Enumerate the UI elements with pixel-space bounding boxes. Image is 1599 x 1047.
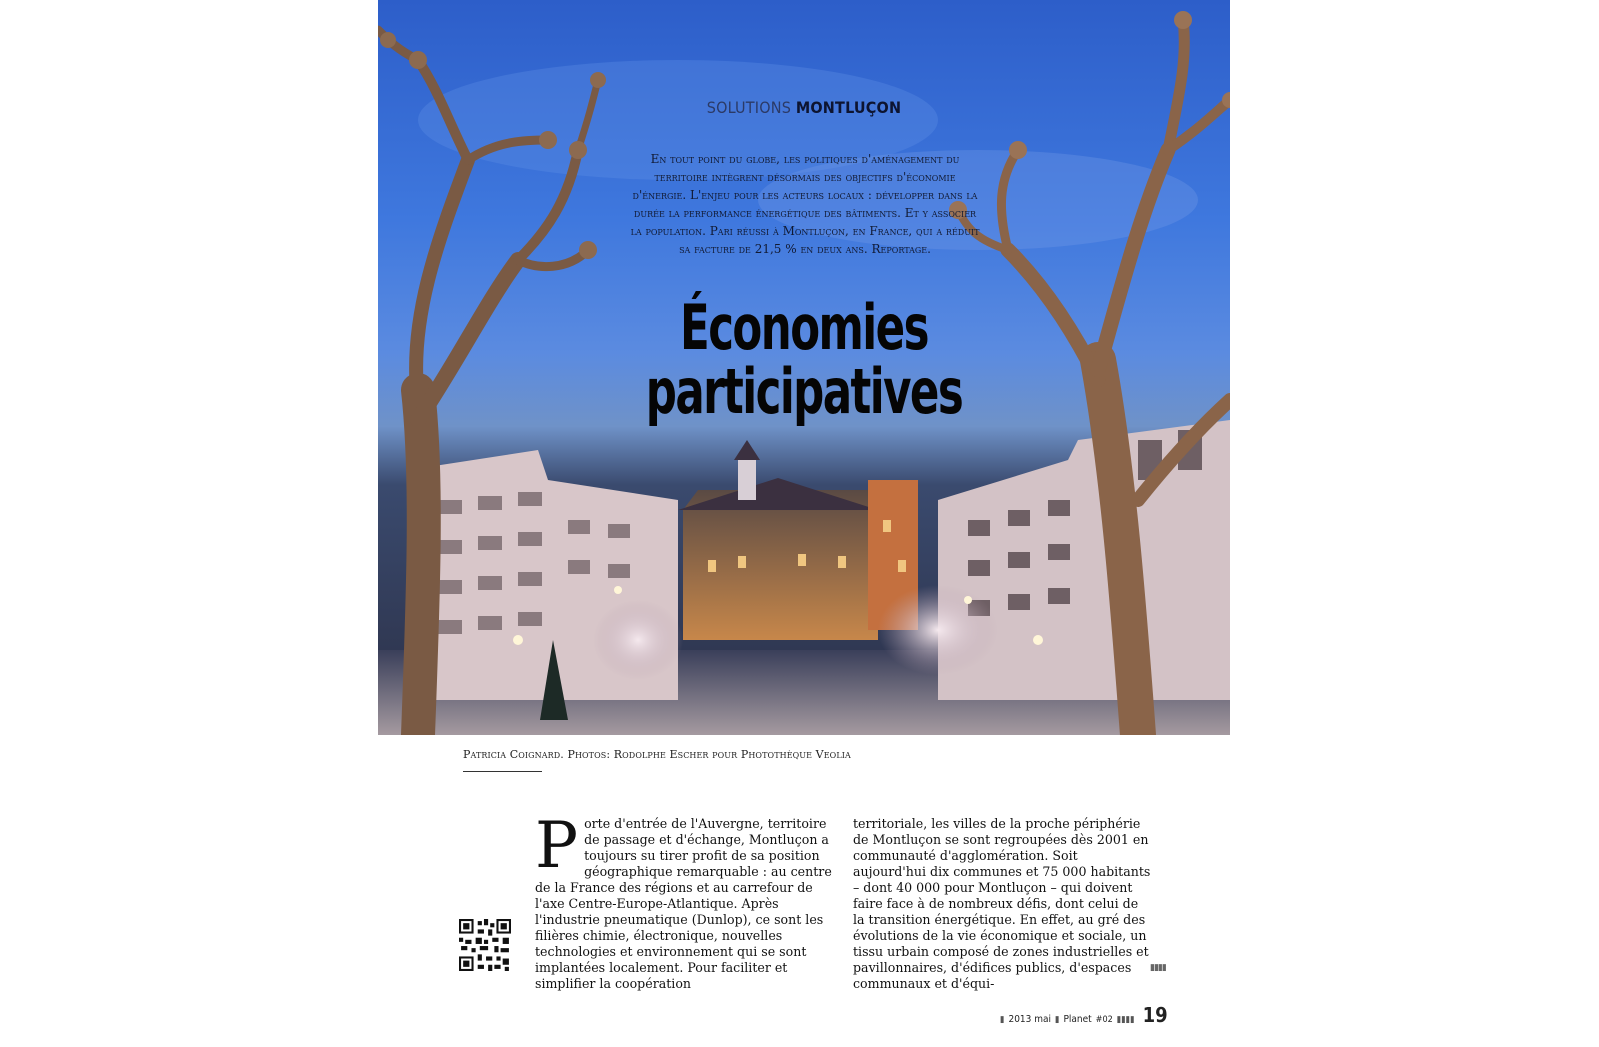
credit-divider <box>463 771 542 772</box>
section-kicker <box>378 98 1230 117</box>
magazine-name: Planet <box>1063 1014 1092 1025</box>
qr-code-icon[interactable] <box>459 919 511 971</box>
body-text-1: orte d'entrée de l'Auvergne, territoire de passage et d'échange, Montluçon a toujours su tirer profit de sa position géographique remarquable : au centre de la France des régions et au carrefour de l'axe Centre-Europe-Atlantique. Après l'industrie pneumatique (Dunlop), ce sont les filières chimie, électronique, nouvelles technologies et environnement qui se sont implantées localement. Pour faciliter et simplifier la coopération <box>535 816 832 991</box>
city-label: MONTLUÇON <box>795 98 902 117</box>
body-column-1 <box>535 809 835 992</box>
issue-number: #02 <box>1095 1015 1113 1025</box>
section-label: SOLUTIONS <box>706 98 792 117</box>
drop-cap: P <box>535 809 579 883</box>
cover-photo <box>378 0 1230 735</box>
footer-tick: ▮ <box>1000 1015 1005 1025</box>
title-line-2: participatives <box>645 355 963 428</box>
body-column-2 <box>853 816 1153 992</box>
article-title <box>472 291 1137 428</box>
footer-ticks: ▮▮▮▮ <box>1116 1015 1135 1025</box>
continue-marker: ▮▮▮▮ <box>1150 963 1166 973</box>
title-line-1: Économies <box>680 291 928 364</box>
page-footer <box>1000 1003 1168 1027</box>
body-text-2: territoriale, les villes de la proche périphérie de Montluçon se sont regroupées dès 2001 en communauté d'agglomération. Soit aujourd'hui dix communes et 75 000 habitants – dont 40 000 pour Montluçon – qui doivent faire face à de nombreux défis, dont celui de la transition énergétique. En effet, au gré des évolutions de la vie économique et sociale, un tissu urbain composé de zones industrielles et pavillonnaires, d'édifices publics, d'espaces communaux et d'équi- <box>853 816 1151 991</box>
photo-credit: Patricia Coignard. Photos: Rodolphe Escher pour Photothèque Veolia <box>463 748 851 761</box>
page-number: 19 <box>1142 1003 1168 1027</box>
issue-date: 2013 mai <box>1008 1014 1051 1025</box>
article-lede: En tout point du globe, les politiques d'aménagement du territoire intègrent désormais des objectifs d'économie d'énergie. L'enjeu pour les acteurs locaux : développer dans la durée la performance énergétique des bâtiments. Et y associer la population. Pari réussi à Montluçon, en France, qui a réduit sa facture de 21,5 % en deux ans. Reportage. <box>630 152 980 256</box>
footer-tick: ▮ <box>1055 1015 1060 1025</box>
